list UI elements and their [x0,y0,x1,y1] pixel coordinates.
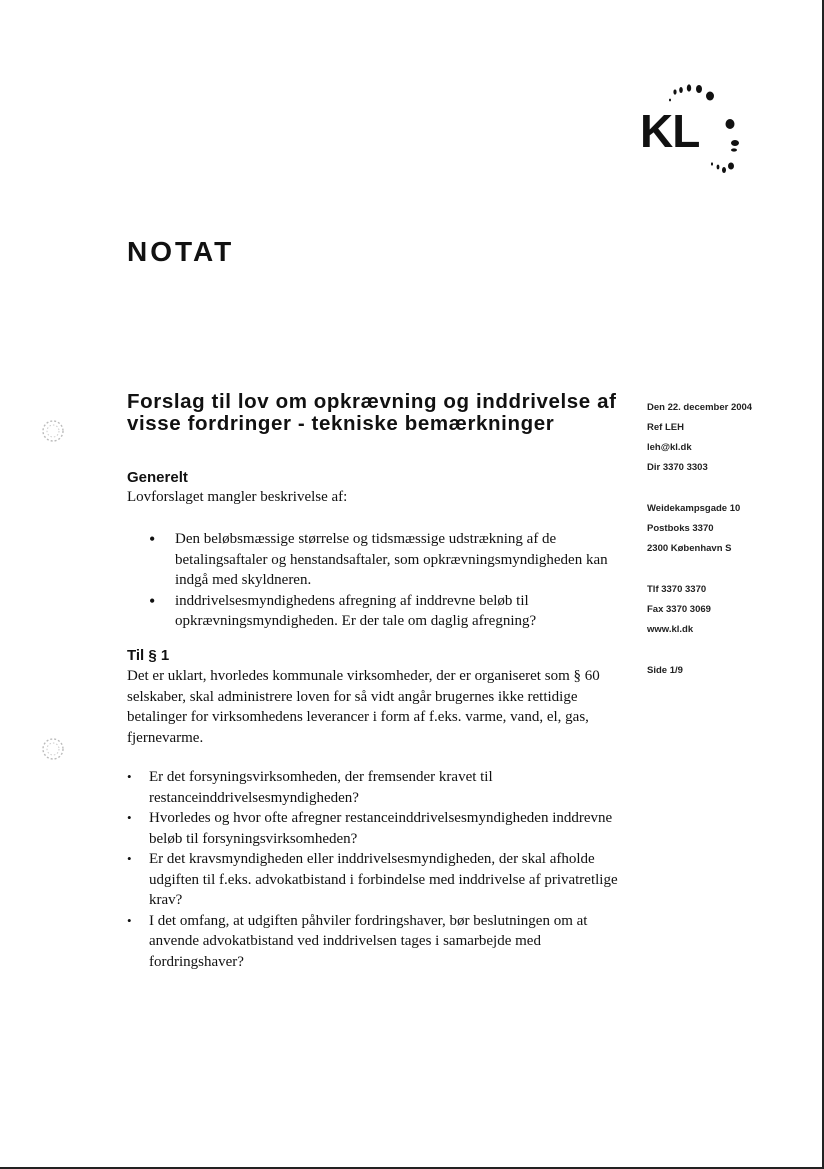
punch-hole-icon [40,736,66,762]
sidebar-ref: Ref LEH [647,422,684,433]
sidebar-email: leh@kl.dk [647,442,692,453]
list-item: • inddrivelsesmyndighedens afregning af inddrevne beløb til opkrævningsmyndigheden. Er der tale om daglig afregning? [127,591,622,632]
section-heading-generelt: Generelt [127,469,188,486]
kl-logo-text: KL [640,105,700,157]
generelt-bullet-list [127,529,622,632]
punch-hole-icon [40,418,66,444]
sidebar-fax: Fax 3370 3069 [647,604,711,615]
sidebar-direct-phone: Dir 3370 3303 [647,462,708,473]
kl-logo [636,78,746,178]
sidebar-page-number: Side 1/9 [647,665,683,676]
sidebar-postbox: Postboks 3370 [647,523,714,534]
sidebar-website: www.kl.dk [647,624,694,635]
generelt-intro: Lovforslaget mangler beskrivelse af: [127,489,348,505]
sidebar-date: Den 22. december 2004 [647,402,753,413]
sidebar-street: Weidekampsgade 10 [647,503,741,514]
document-type-heading: NOTAT [127,236,235,267]
list-item: • Er det kravsmyndigheden eller inddrivelsesmyndigheden, der skal afholde udgiften til f.eks. advokatbistand i forbindelse med inddrivelse af privatretlige krav? [127,849,622,911]
list-item: • Er det forsyningsvirksomheden, der fremsender kravet til restanceinddrivelsesmyndigheden? [127,767,622,808]
til-1-bullet-list [127,767,622,972]
document-title: Forslag til lov om opkrævning og inddrivelse af visse fordringer - tekniske bemærkninger [127,390,617,435]
section-heading-til-1: Til § 1 [127,647,170,664]
til-1-paragraph: Det er uklart, hvorledes kommunale virksomheder, der er organiseret som § 60 selskaber, skal administrere loven for så vidt angår brugernes ikke rettidige betalinger for virksomhedens leverancer i form af f.eks. varme, vand, el, gas, fjernevarme. [127,668,600,746]
list-item: • Den beløbsmæssige størrelse og tidsmæssige udstrækning af de betalingsaftaler og henstandsaftaler, som opkrævningsmyndigheden kan indgå med skyldneren. [127,529,622,591]
sidebar-city: 2300 København S [647,543,732,554]
sidebar-phone: Tlf 3370 3370 [647,584,707,595]
list-item: • I det omfang, at udgiften påhviler fordringshaver, bør beslutningen om at anvende advokatbistand ved inddrivelsen tages i samarbejde med fordringshaver? [127,911,622,973]
list-item: • Hvorledes og hvor ofte afregner restanceinddrivelsesmyndigheden inddrevne beløb til forsyningsvirksomheden? [127,808,622,849]
